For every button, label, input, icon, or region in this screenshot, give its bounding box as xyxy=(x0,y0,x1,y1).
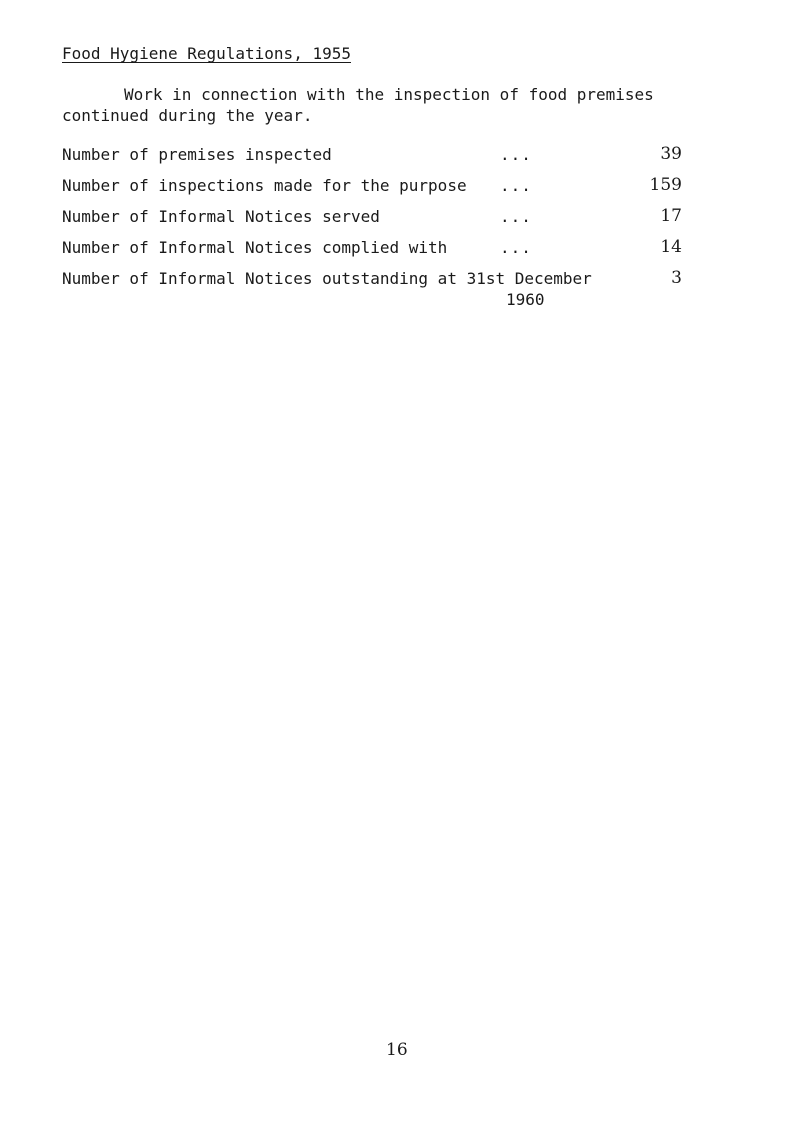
page-number: 16 xyxy=(386,1040,408,1060)
leader-dots: ... xyxy=(500,238,532,257)
statistics-list xyxy=(62,144,682,309)
stat-label: Number of inspections made for the purpose xyxy=(62,176,467,195)
stat-label-main: Number of Informal Notices outstanding at 31st December xyxy=(62,269,592,288)
stat-row-notices-outstanding xyxy=(62,268,682,309)
leader-dots: ... xyxy=(500,207,532,226)
intro-line-1: Work in connection with the inspection of food premises xyxy=(124,85,654,104)
stat-row-inspections-made xyxy=(62,175,682,206)
stat-value: 17 xyxy=(660,206,682,226)
stat-label: Number of premises inspected xyxy=(62,145,332,164)
stat-row-notices-complied xyxy=(62,237,682,268)
leader-dots: ... xyxy=(500,145,532,164)
stat-row-notices-served xyxy=(62,206,682,237)
stat-label xyxy=(62,268,592,310)
intro-line-2: continued during the year. xyxy=(62,106,313,125)
stat-value: 14 xyxy=(660,237,682,257)
stat-label: Number of Informal Notices complied with xyxy=(62,238,448,257)
intro-paragraph xyxy=(62,84,702,126)
stat-value: 3 xyxy=(671,268,682,288)
stat-row-premises-inspected xyxy=(62,144,682,175)
stat-value: 159 xyxy=(649,175,682,195)
page-heading: Food Hygiene Regulations, 1955 xyxy=(62,44,351,63)
stat-label-year: 1960 xyxy=(506,290,545,309)
stat-value: 39 xyxy=(660,144,682,164)
stat-label: Number of Informal Notices served xyxy=(62,207,380,226)
leader-dots: ... xyxy=(500,176,532,195)
